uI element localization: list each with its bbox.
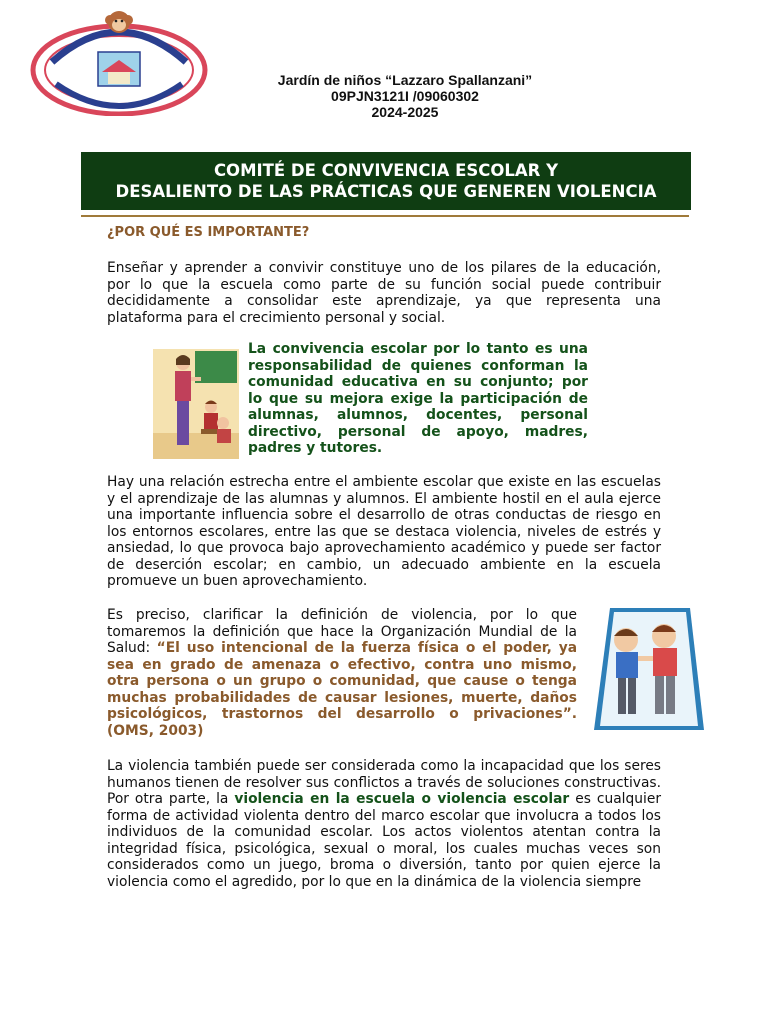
paragraph-intro: Enseñar y aprender a convivir constituye uno de los pilares de la educación, por lo que la escuela como parte de su función social puede contribuir decididamente a consolidar este aprendizaje, ya que representa una plataforma para el crecimiento personal y social. [107, 260, 661, 326]
section-divider [81, 215, 689, 217]
paragraph-environment: Hay una relación estrecha entre el ambiente escolar que existe en las escuelas y el aprendizaje de las alumnas y alumnos. El ambiente hostil en el aula ejerce una importante influencia sobre el desarrollo de otras conductas de riesgo en los entornos escolares, entre las que se destaca violencia, niveles de estrés y ansiedad, lo que provoca bajo aprovechamiento académico y puede ser factor de deserción escolar; en cambio, un adecuado ambiente en la escuela promueve un buen aprovechamiento. [107, 474, 661, 589]
violence-highlight: violencia en la escuela o violencia escolar [234, 791, 570, 807]
callout-text: La convivencia escolar por lo tanto es una responsabilidad de quienes conforman la comunidad educativa en su conjunto; por lo que su mejora exige la participación de alumnas, alumnos, docentes, personal directivo, personal de apoyo, madres, padres y tutores. [248, 341, 588, 456]
banner-line-2: DESALIENTO DE LAS PRÁCTICAS QUE GENEREN VIOLENCIA [115, 182, 657, 201]
school-name: Jardín de niños “Lazzaro Spallanzani” [277, 72, 533, 88]
paragraph-definition [107, 607, 577, 739]
violence-intro: La violencia también puede ser considerada como la incapacidad que los seres humanos tienen de resolver sus conflictos a través de soluciones constructivas. Por otra parte, la [107, 758, 661, 807]
school-logo [30, 8, 208, 116]
banner-line-1: COMITÉ DE CONVIVENCIA ESCOLAR Y [213, 161, 559, 180]
violence-continued: es cualquier forma de actividad violenta dentro del marco escolar que involucra a todos los individuos de la comunidad escolar. Los actos violentos atentan contra la integridad física, psicológica, sexual o moral, los cuales muchas veces son considerados como un juego, broma o diversión, tanto por quien ejerce la violencia como el agredido, por lo que en la dinámica de la violencia siempre [107, 791, 661, 890]
definition-intro: Es preciso, clarificar la definición de violencia, por lo que tomaremos la definición que hace la Organización Mundial de la Salud: [107, 607, 577, 656]
school-code: 09PJN3121I /09060302 [331, 88, 479, 104]
classroom-illustration [153, 349, 239, 459]
school-year: 2024-2025 [371, 104, 439, 120]
school-header [210, 72, 600, 120]
conflict-illustration [592, 606, 706, 732]
paragraph-school-violence [107, 758, 661, 890]
oms-quote: “El uso intencional de la fuerza física o el poder, ya sea en grado de amenaza o efectivo, contra uno mismo, otra persona o un grupo o comunidad, que cause o tenga muchas probabilidades de causar lesiones, muerte, daños psicológicos, trastornos del desarrollo o privaciones”. (OMS, 2003) [107, 640, 578, 739]
section-heading: ¿POR QUÉ ES IMPORTANTE? [107, 225, 310, 240]
title-banner [81, 152, 691, 210]
